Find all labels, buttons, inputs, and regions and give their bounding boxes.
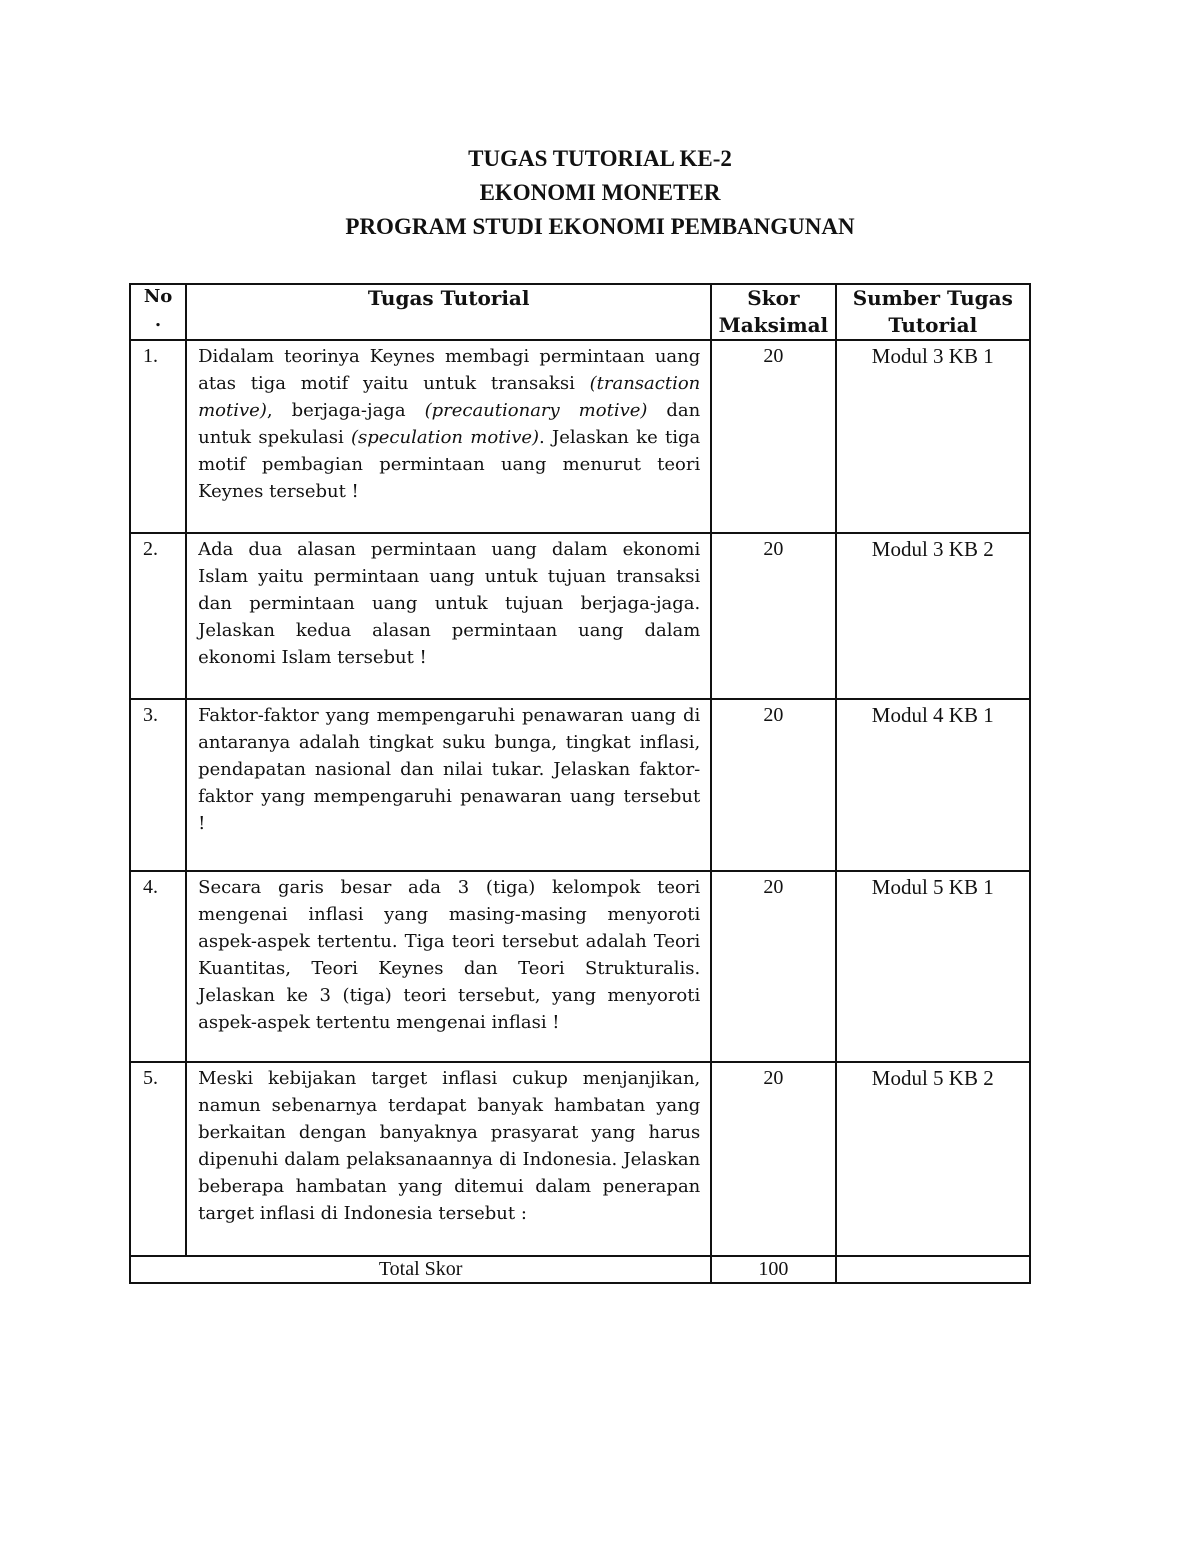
task-source: Modul 3 KB 2	[836, 533, 1030, 699]
task-text: Faktor-faktor yang mempengaruhi penawaran uang di antaranya adalah tingkat suku bunga, tingkat inflasi, pendapatan nasional dan nilai tukar. Jelaskan faktor-faktor yang mempengaruhi penawaran uang tersebut !	[186, 699, 711, 871]
task-text: Ada dua alasan permintaan uang dalam ekonomi Islam yaitu permintaan uang untuk tujuan transaksi dan permintaan uang untuk tujuan berjaga-jaga. Jelaskan kedua alasan permintaan uang dalam ekonomi Islam tersebut !	[186, 533, 711, 699]
row-number: 2.	[130, 533, 186, 699]
tutorial-task-table	[129, 283, 1031, 1284]
table-row	[130, 340, 1030, 533]
table-header-row	[130, 284, 1030, 340]
header-no: No .	[130, 284, 186, 340]
row-number: 5.	[130, 1062, 186, 1256]
table-row	[130, 1062, 1030, 1256]
task-source: Modul 5 KB 2	[836, 1062, 1030, 1256]
max-score: 20	[711, 871, 835, 1062]
max-score: 20	[711, 340, 835, 533]
document-header	[0, 142, 1200, 244]
row-number: 1.	[130, 340, 186, 533]
total-row	[130, 1256, 1030, 1283]
task-text: Didalam teorinya Keynes membagi permintaan uang atas tiga motif yaitu untuk transaksi (transaction motive), berjaga-jaga (precautionary motive) dan untuk spekulasi (speculation motive). Jelaskan ke tiga motif pembagian permintaan uang menurut teori Keynes tersebut !	[186, 340, 711, 533]
total-label: Total Skor	[130, 1256, 711, 1283]
row-number: 3.	[130, 699, 186, 871]
header-task: Tugas Tutorial	[186, 284, 711, 340]
table-row	[130, 533, 1030, 699]
table-row	[130, 871, 1030, 1062]
task-source: Modul 5 KB 1	[836, 871, 1030, 1062]
total-score: 100	[711, 1256, 835, 1283]
title-line-2: EKONOMI MONETER	[479, 180, 721, 205]
max-score: 20	[711, 1062, 835, 1256]
title-line-3: PROGRAM STUDI EKONOMI PEMBANGUNAN	[345, 214, 855, 239]
total-source-empty	[836, 1256, 1030, 1283]
header-score: Skor Maksimal	[711, 284, 835, 340]
task-source: Modul 4 KB 1	[836, 699, 1030, 871]
task-source: Modul 3 KB 1	[836, 340, 1030, 533]
task-text: Secara garis besar ada 3 (tiga) kelompok teori mengenai inflasi yang masing-masing menyoroti aspek-aspek tertentu. Tiga teori tersebut adalah Teori Kuantitas, Teori Keynes dan Teori Strukturalis. Jelaskan ke 3 (tiga) teori tersebut, yang menyoroti aspek-aspek tertentu mengenai inflasi !	[186, 871, 711, 1062]
task-text: Meski kebijakan target inflasi cukup menjanjikan, namun sebenarnya terdapat banyak hambatan yang berkaitan dengan banyaknya prasyarat yang harus dipenuhi dalam pelaksanaannya di Indonesia. Jelaskan beberapa hambatan yang ditemui dalam penerapan target inflasi di Indonesia tersebut :	[186, 1062, 711, 1256]
header-source: Sumber Tugas Tutorial	[836, 284, 1030, 340]
max-score: 20	[711, 699, 835, 871]
table-row	[130, 699, 1030, 871]
row-number: 4.	[130, 871, 186, 1062]
max-score: 20	[711, 533, 835, 699]
title-line-1: TUGAS TUTORIAL KE-2	[468, 146, 732, 171]
